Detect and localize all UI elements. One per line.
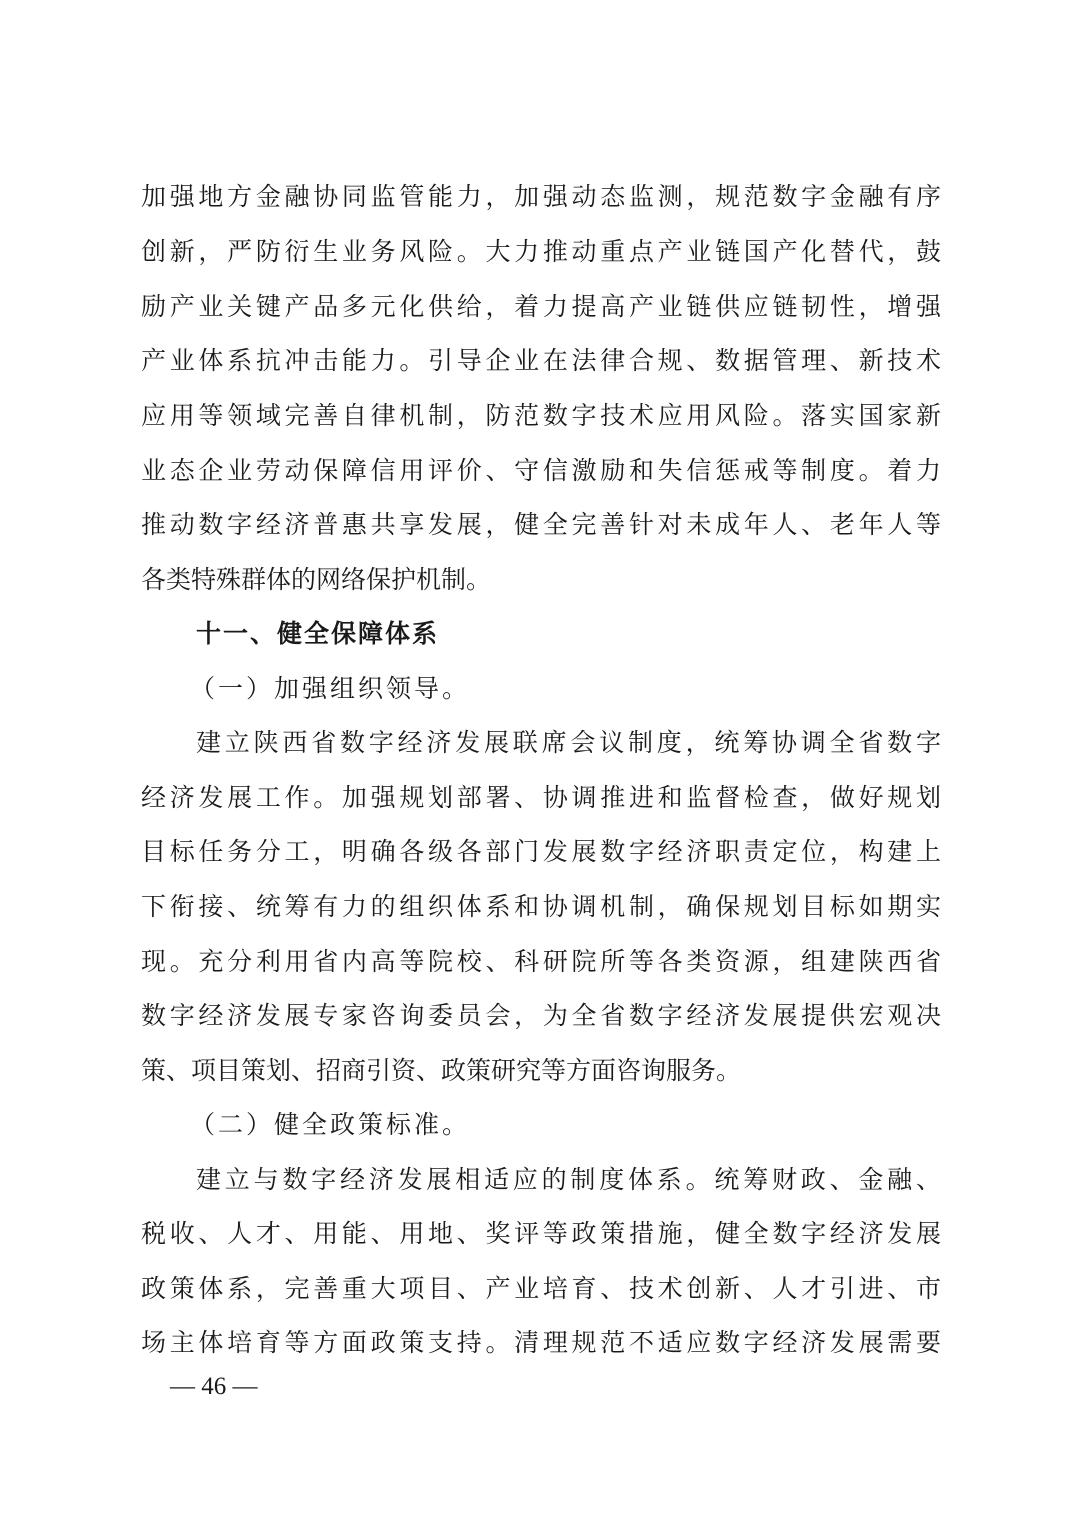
paragraph-line: 建立陕西省数字经济发展联席会议制度，统筹协调全省数字 — [196, 728, 941, 757]
paragraph-line: 税收、人才、用能、用地、奖评等政策措施，健全数字经济发展 — [141, 1219, 941, 1248]
section-heading: 十一、健全保障体系 — [196, 619, 440, 648]
page-number: — 46 — — [170, 1373, 258, 1400]
paragraph-line: 加强地方金融协同监管能力，加强动态监测，规范数字金融有序 — [141, 182, 941, 211]
paragraph-line: 策、项目策划、招商引资、政策研究等方面咨询服务。 — [141, 1056, 742, 1085]
paragraph-line: 产业体系抗冲击能力。引导企业在法律合规、数据管理、新技术 — [141, 346, 941, 375]
subsection-title: （一）加强组织领导。 — [190, 674, 471, 703]
paragraph-line: 经济发展工作。加强规划部署、协调推进和监督检查，做好规划 — [141, 783, 941, 812]
paragraph-line: 建立与数字经济发展相适应的制度体系。统筹财政、金融、 — [196, 1165, 941, 1194]
paragraph-line: 励产业关键产品多元化供给，着力提高产业链供应链韧性，增强 — [141, 292, 941, 321]
paragraph-line: 现。充分利用省内高等院校、科研院所等各类资源，组建陕西省 — [141, 947, 941, 976]
paragraph-line: 数字经济发展专家咨询委员会，为全省数字经济发展提供宏观决 — [141, 1001, 941, 1030]
paragraph-line: 场主体培育等方面政策支持。清理规范不适应数字经济发展需要 — [141, 1328, 941, 1357]
paragraph-line: 推动数字经济普惠共享发展，健全完善针对未成年人、老年人等 — [141, 510, 941, 539]
paragraph-line: 应用等领域完善自律机制，防范数字技术应用风险。落实国家新 — [141, 401, 941, 430]
paragraph-line: 业态企业劳动保障信用评价、守信激励和失信惩戒等制度。着力 — [141, 456, 941, 485]
paragraph-line: 目标任务分工，明确各级各部门发展数字经济职责定位，构建上 — [141, 837, 941, 866]
paragraph-line: 各类特殊群体的网络保护机制。 — [141, 565, 492, 594]
subsection-title: （二）健全政策标准。 — [190, 1110, 471, 1139]
paragraph-line: 政策体系，完善重大项目、产业培育、技术创新、人才引进、市 — [141, 1274, 941, 1303]
paragraph-line: 下衔接、统筹有力的组织体系和协调机制，确保规划目标如期实 — [141, 892, 941, 921]
paragraph-line: 创新，严防衍生业务风险。大力推动重点产业链国产化替代，鼓 — [141, 237, 941, 266]
